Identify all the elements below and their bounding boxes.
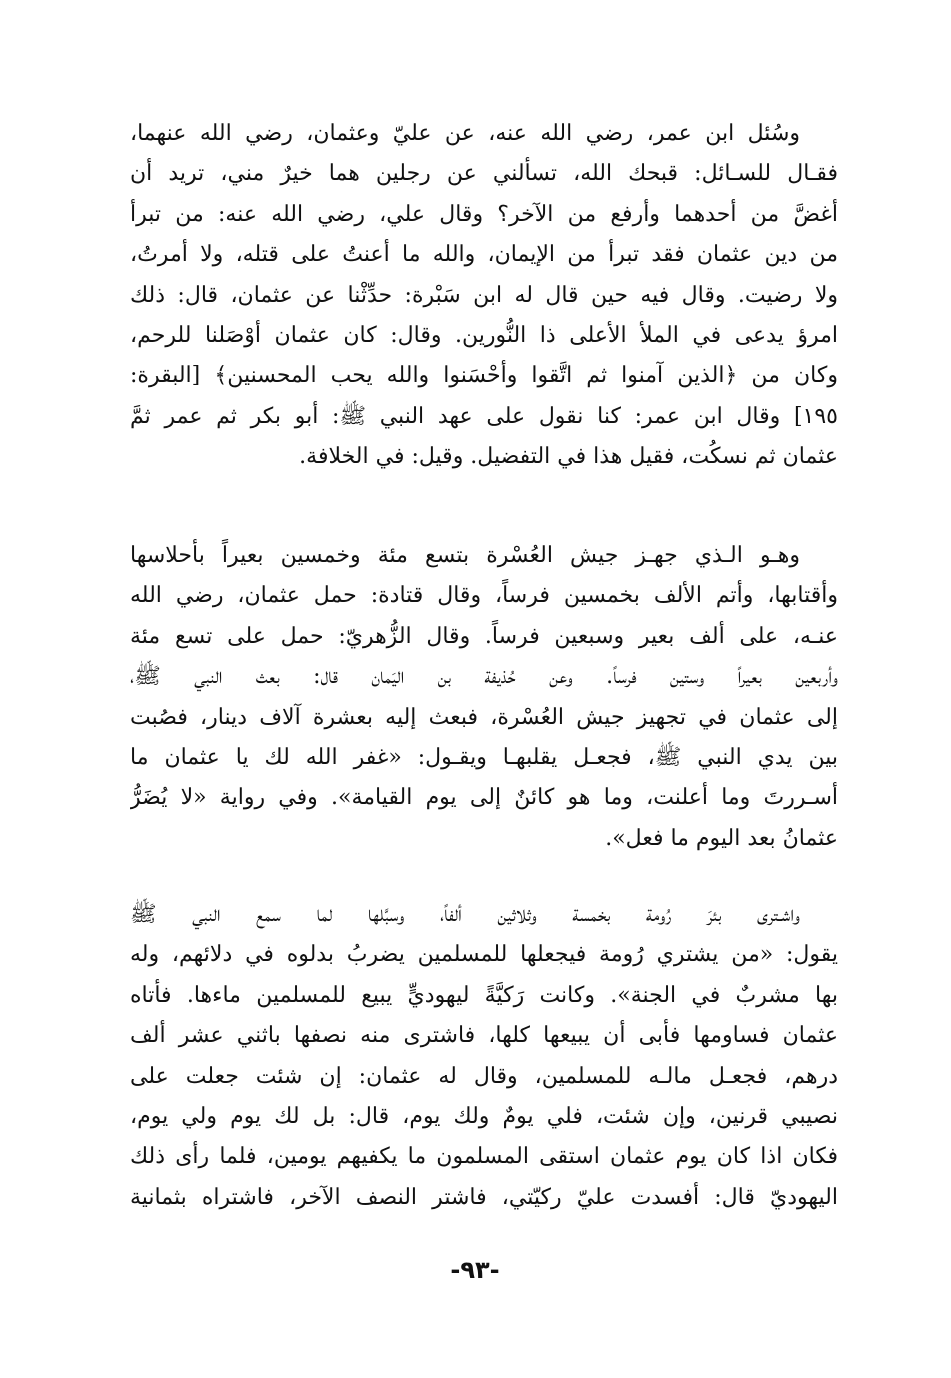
text-line: امرؤ يدعى في الملأ الأعلى ذا النُّورين. وقال: كان عثمان أوْصَلنا للرحم،	[130, 322, 838, 348]
text-line: عثمان ثم نسكُت، فقيل هذا في التفضيل. وقيل: في الخلافة.	[299, 444, 838, 470]
text-line: أغضَّ من أحدهما وأرفع من الآخر؟ وقال علي، رضي الله عنه: من تبرأ	[130, 201, 838, 227]
text-line: يقول: «من يشتري رُومة فيجعلها للمسلمين يضربُ بدلوه في دلائهم، وله	[130, 942, 838, 968]
text-line: عثمانُ بعد اليوم ما فعل».	[605, 825, 838, 851]
text-line: وهـو الـذي جهـز جيش العُسْرة بتسع مئة وخمسين بعيراً بأحلاسها	[130, 543, 800, 568]
text-line: عنـه، على ألف بعير وسبعين فرساً. وقال الزُّهريّ: حمل على تسع مئة	[130, 623, 838, 649]
text-line: أسـررتَ وما أعلنت، وما هو كائنٌ إلى يوم القيامة». وفي رواية «لا يُضَرُّ	[130, 785, 838, 811]
text-line: من دين عثمان فقد تبرأ من الإيمان، والله ما أعنتُ على قتله، ولا أمرتُ،	[130, 242, 838, 268]
paragraph-2	[130, 536, 838, 859]
text-line: وسُئل ابن عمر، رضي الله عنه، عن عليّ وعثمان، رضي الله عنهما،	[130, 121, 800, 146]
text-line: واشـترى بئرَ رُومة بخمسة وثلاثين ألفاً، وسبَّلها لما سمع النبي ﷺ	[130, 902, 800, 927]
text-line: درهم، فجعـل مالـه للمسلمين، وقال له عثمان: إن شئت جعلت على	[130, 1063, 838, 1089]
page-number: -٩٣-	[450, 1256, 500, 1284]
text-line: بها مشربٌ في الجنة». وكانت رَكيَّةً ليهوديٍّ يبيع للمسلمين ماءها. فأتاه	[130, 982, 838, 1008]
paragraph-1	[130, 114, 838, 478]
text-line: بين يدي النبي ﷺ، فجعـل يقلبهـا ويقـول: «غفر الله لك يا عثمان ما	[130, 744, 838, 770]
text-line: عثمان فساومها فأبى أن يبيعها كلها، فاشترى منه نصفها باثني عشر ألف	[130, 1023, 838, 1049]
text-line: فكان اذا كان يوم عثمان استقى المسلمون ما يكفيهم يومين، فلما رأى ذلك	[130, 1144, 838, 1170]
text-line: فقـال للسـائل: قبحك الله، تسألني عن رجلين هما خيرٌ مني، تريد أن	[130, 161, 838, 187]
text-line: إلى عثمان في تجهيز جيش العُسْرة، فبعث إليه بعشرة آلاف دينار، فصُبت	[130, 704, 838, 730]
text-line: ولا رضيت. وقال فيه حين قال له ابن سَبْرة: حدِّثْنا عن عثمان، قال: ذلك	[130, 282, 838, 308]
text-line: اليهوديّ قال: أفسدت عليّ ركيّتي، فاشتر النصف الآخر، فاشتراه بثمانية	[130, 1184, 838, 1210]
text-line: وأقتابها، وأتم الألف بخمسين فرساً، وقال قتادة: حمل عثمان، رضي الله	[130, 583, 838, 609]
text-line: ١٩٥] وقال ابن عمر: كنا نقول على عهد النبي ﷺ: أبو بكر ثم عمر ثمَّ	[130, 403, 838, 429]
paragraph-3	[130, 895, 838, 1218]
text-line: وكان من ﴿الذين آمنوا ثم اتَّقوا وأحْسَنوا والله يحب المحسنين﴾ [البقرة:	[130, 363, 838, 389]
text-line: وأربعين بعيراً وستين فرساً. وعن حُذيفة بن اليَمان قال: بعث النبي ﷺ،	[130, 664, 838, 690]
text-line: نصيبي قرنين، وإن شئت، فلي يومٌ ولك يوم، قال: بل لك يوم ولي يوم،	[130, 1103, 838, 1129]
